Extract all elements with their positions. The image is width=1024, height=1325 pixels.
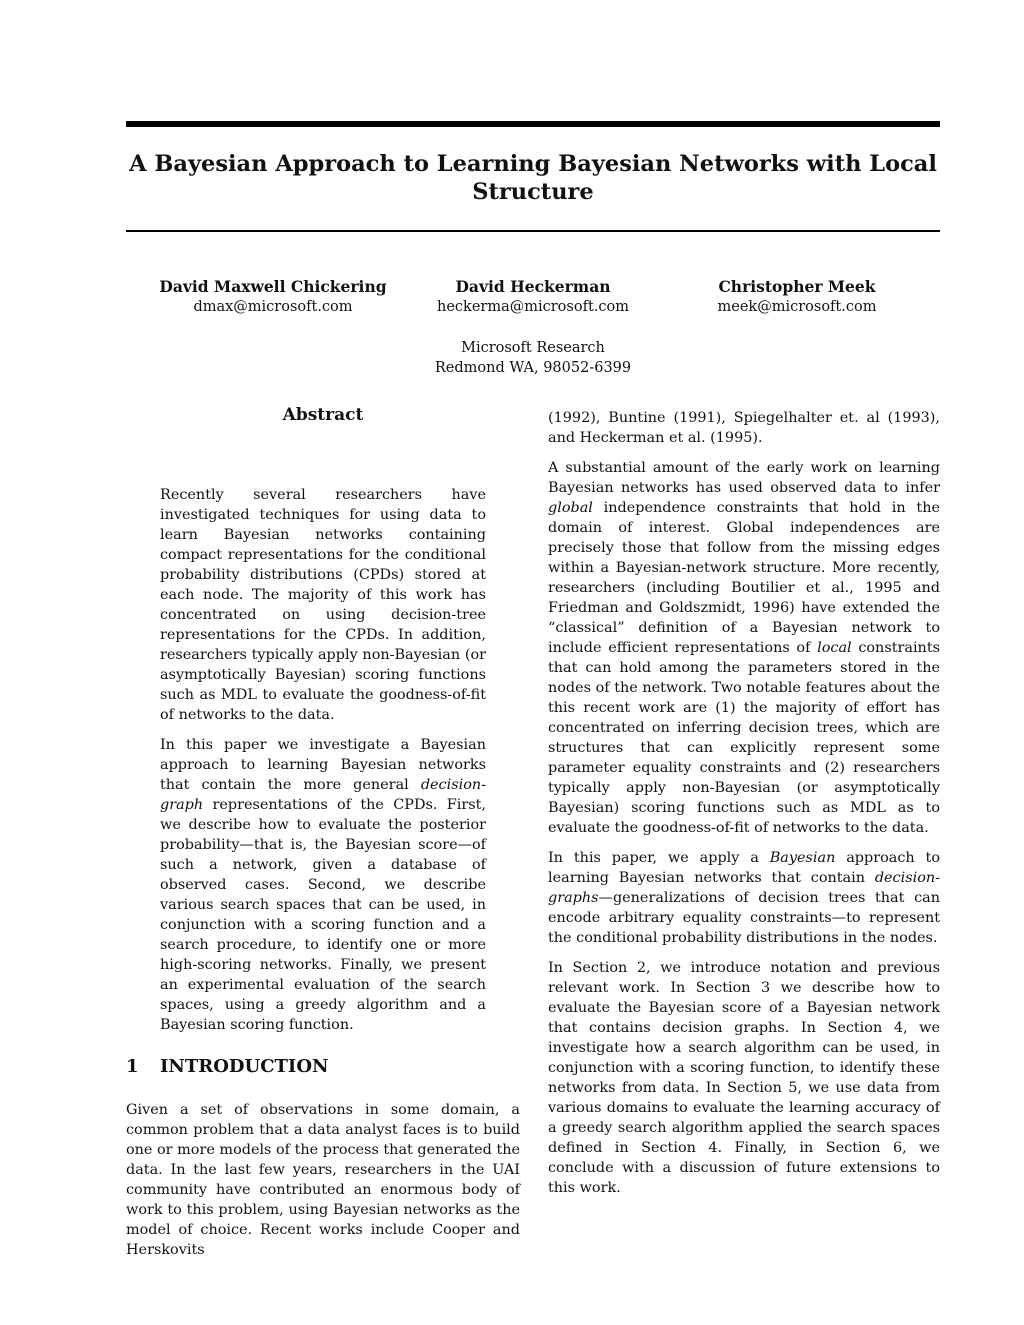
affiliation bbox=[126, 338, 940, 378]
affiliation-line-1: Microsoft Research bbox=[461, 340, 605, 356]
intro-paragraph-2: A substantial amount of the early work on learning Bayesian networks has used observed data to infer global independence constraints that hold in the domain of interest. Global independences are precisely those that follow from the missing edges within a Bayesian-network structure. More recently, researchers (including Boutilier et al., 1995 and Friedman and Goldszmidt, 1996) have extended the “classical” definition of a Bayesian network to include efficient representations of local constraints that can hold among the parameters stored in the nodes of the network. Two notable features about the this recent work are (1) the majority of effort has concentrated on inferring decision trees, which are structures that can explicitly represent some parameter equality constraints and (2) researchers typically apply non-Bayesian (or asymptotically Bayesian) scoring functions such as MDL as to evaluate the goodness-of-fit of networks to the data. bbox=[548, 460, 940, 836]
paper-title bbox=[126, 150, 940, 206]
intro-paragraph-1: Given a set of observations in some domain, a common problem that a data analyst faces is to build one or more models of the process that generated the data. In the last few years, researchers in the UAI community have contributed an enormous body of work to this problem, using Bayesian networks as the model of choice. Recent works include Cooper and Herskovits bbox=[126, 1102, 521, 1258]
intro-paragraph-3: In this paper, we apply a Bayesian approach to learning Bayesian networks that contain decision-graphs—generalizations of decision trees that can encode arbitrary equality constraints—to represent the conditional probability distributions in the nodes. bbox=[548, 850, 940, 946]
right-column bbox=[548, 408, 940, 1208]
author-email: heckerma@microsoft.com bbox=[437, 299, 629, 315]
author-name: David Maxwell Chickering bbox=[159, 277, 387, 296]
abstract-heading: Abstract bbox=[282, 405, 364, 425]
title-line-2: Structure bbox=[472, 179, 594, 205]
author-name: Christopher Meek bbox=[718, 277, 876, 296]
author-email: dmax@microsoft.com bbox=[193, 299, 353, 315]
intro-paragraph-4: In Section 2, we introduce notation and previous relevant work. In Section 3 we describe how to evaluate the Bayesian score of a Bayesian network that contains decision graphs. In Section 4, we investigate how a search algorithm can be used, in conjunction with a scoring function, to identify these networks from data. In Section 5, we use data from various domains to evaluate the learning accuracy of a greedy search algorithm applied the search spaces defined in Section 4. Finally, in Section 6, we conclude with a discussion of future extensions to this work. bbox=[548, 960, 940, 1196]
title-line-1: A Bayesian Approach to Learning Bayesian Networks with Local bbox=[129, 151, 937, 177]
section-number: 1 bbox=[126, 1056, 139, 1077]
author-block-1 bbox=[133, 277, 413, 317]
author-email: meek@microsoft.com bbox=[717, 299, 877, 315]
intro-left-column bbox=[126, 1100, 520, 1270]
section-heading-introduction bbox=[126, 1055, 520, 1079]
author-block-2 bbox=[393, 277, 673, 317]
abstract-body bbox=[160, 485, 486, 1045]
author-block-3 bbox=[657, 277, 937, 317]
author-name: David Heckerman bbox=[455, 277, 611, 296]
abstract-paragraph-1: Recently several researchers have investigated techniques for using data to learn Bayesian networks containing compact representations for the conditional probability distributions (CPDs) stored at each node. The majority of this work has concentrated on using decision-tree representations for the CPDs. In addition, researchers typically apply non-Bayesian (or asymptotically Bayesian) scoring functions such as MDL to evaluate the goodness-of-fit of networks to the data. bbox=[160, 487, 486, 723]
title-top-rule bbox=[126, 121, 940, 127]
abstract-paragraph-2: In this paper we investigate a Bayesian approach to learning Bayesian networks that contain the more general decision-graph representations of the CPDs. First, we describe how to evaluate the posterior probability—that is, the Bayesian score—of such a network, given a database of observed cases. Second, we describe various search spaces that can be used, in conjunction with a scoring function and a search procedure, to identify one or more high-scoring networks. Finally, we present an experimental evaluation of the search spaces, using a greedy algorithm and a Bayesian scoring function. bbox=[160, 737, 486, 1033]
intro-paragraph-1-continued: (1992), Buntine (1991), Spiegelhalter et. al (1993), and Heckerman et al. (1995). bbox=[548, 410, 940, 446]
title-bottom-rule bbox=[126, 230, 940, 232]
section-title: INTRODUCTION bbox=[160, 1056, 329, 1077]
affiliation-line-2: Redmond WA, 98052-6399 bbox=[434, 360, 632, 376]
